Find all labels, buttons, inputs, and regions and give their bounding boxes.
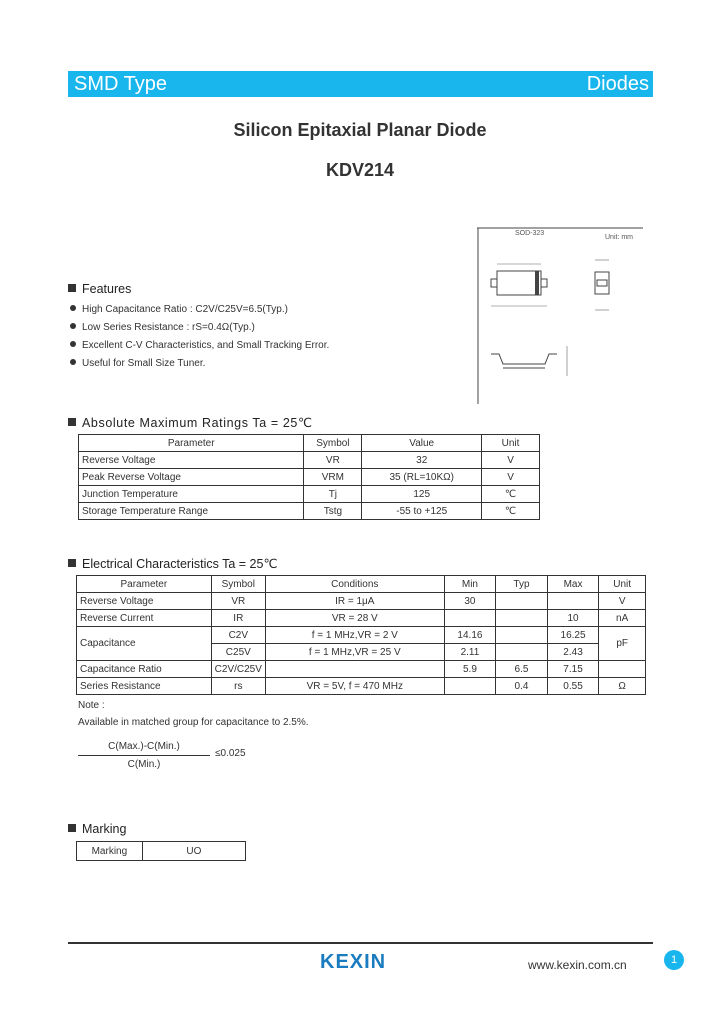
table-cell: nA [599, 610, 646, 627]
table-row [79, 486, 540, 503]
table-cell: 32 [362, 452, 482, 469]
table-cell: rs [211, 678, 265, 695]
table-header: Min [444, 576, 496, 593]
formula-numerator: C(Max.)-C(Min.) [108, 741, 180, 752]
table-cell: C2V [211, 627, 265, 644]
feature-text: Useful for Small Size Tuner. [82, 358, 206, 369]
table-header: Unit [482, 435, 540, 452]
table-cell [496, 610, 547, 627]
table-cell: Capacitance [77, 627, 212, 661]
elec-heading-text: Electrical Characteristics Ta = 25℃ [82, 557, 278, 571]
header-left: SMD Type [74, 73, 167, 95]
table-cell [496, 627, 547, 644]
table-cell: 35 (RL=10KΩ) [362, 469, 482, 486]
table-cell: IR = 1μA [265, 593, 444, 610]
kexin-logo: KEXIN [320, 951, 387, 973]
table-row [77, 593, 646, 610]
table-cell: VR = 5V, f = 470 MHz [265, 678, 444, 695]
table-cell: -55 to +125 [362, 503, 482, 520]
table-cell: 14.16 [444, 627, 496, 644]
table-header: Parameter [77, 576, 212, 593]
table-cell [496, 644, 547, 661]
feature-item [70, 304, 288, 315]
table-cell: Reverse Voltage [79, 452, 304, 469]
package-outline-icon [477, 226, 645, 406]
table-cell: 6.5 [496, 661, 547, 678]
abs-max-heading [68, 415, 313, 430]
features-heading [68, 282, 131, 296]
table-cell: Ω [599, 678, 646, 695]
table-header-row [79, 435, 540, 452]
table-cell [265, 661, 444, 678]
package-drawing [477, 226, 645, 406]
page-number: 1 [664, 950, 684, 970]
formula-denominator: C(Min.) [127, 759, 161, 770]
table-cell: 125 [362, 486, 482, 503]
note-label: Note : [78, 700, 105, 711]
marking-table [76, 841, 246, 861]
table-cell: Series Resistance [77, 678, 212, 695]
table-cell [599, 661, 646, 678]
table-cell: f = 1 MHz,VR = 25 V [265, 644, 444, 661]
table-cell: VRM [304, 469, 362, 486]
table-cell: V [482, 469, 540, 486]
note-text: Available in matched group for capacitance to 2.5%. [78, 717, 309, 728]
table-cell: VR = 28 V [265, 610, 444, 627]
formula-result: ≤0.025 [215, 748, 246, 759]
package-unit: Unit: mm [605, 234, 633, 241]
table-cell: Marking [77, 842, 143, 861]
table-cell: C2V/C25V [211, 661, 265, 678]
page-title: Silicon Epitaxial Planar Diode [233, 120, 487, 140]
table-cell: Tstg [304, 503, 362, 520]
table-header: Typ [496, 576, 547, 593]
table-cell: ℃ [482, 486, 540, 503]
table-cell: 30 [444, 593, 496, 610]
abs-max-heading-text: Absolute Maximum Ratings Ta = 25℃ [82, 416, 313, 430]
table-cell: V [482, 452, 540, 469]
table-row [77, 842, 246, 861]
table-cell: 0.4 [496, 678, 547, 695]
table-cell [444, 678, 496, 695]
features-heading-text: Features [82, 282, 132, 296]
table-cell: Reverse Current [77, 610, 212, 627]
table-cell [496, 593, 547, 610]
feature-item [70, 340, 329, 351]
elec-heading [68, 556, 277, 571]
table-cell: V [599, 593, 646, 610]
table-cell: C25V [211, 644, 265, 661]
table-header: Parameter [79, 435, 304, 452]
header-band [68, 71, 653, 97]
marking-heading-text: Marking [82, 822, 127, 836]
header-right: Diodes [586, 73, 649, 95]
table-cell: Tj [304, 486, 362, 503]
table-row [79, 469, 540, 486]
table-header: Symbol [304, 435, 362, 452]
abs-max-table [78, 434, 540, 520]
feature-item [70, 322, 255, 333]
table-cell: Junction Temperature [79, 486, 304, 503]
table-row [79, 452, 540, 469]
formula-divider [78, 755, 210, 756]
table-row [79, 503, 540, 520]
table-cell: pF [599, 627, 646, 661]
table-header: Conditions [265, 576, 444, 593]
table-header: Value [362, 435, 482, 452]
table-cell: Peak Reverse Voltage [79, 469, 304, 486]
table-row [77, 627, 646, 644]
package-name: SOD-323 [515, 230, 545, 237]
table-header: Symbol [211, 576, 265, 593]
elec-table [76, 575, 646, 695]
table-cell: 5.9 [444, 661, 496, 678]
footer-url[interactable]: www.kexin.com.cn [528, 958, 627, 972]
table-cell: VR [211, 593, 265, 610]
footer-divider [68, 942, 653, 944]
part-number: KDV214 [325, 160, 395, 180]
table-cell: 2.43 [547, 644, 599, 661]
table-cell: 0.55 [547, 678, 599, 695]
table-header: Unit [599, 576, 646, 593]
table-cell: VR [304, 452, 362, 469]
table-cell: Storage Temperature Range [79, 503, 304, 520]
table-row [77, 610, 646, 627]
table-cell: 2.11 [444, 644, 496, 661]
table-cell [547, 593, 599, 610]
feature-text: High Capacitance Ratio : C2V/C25V=6.5(Typ.) [82, 304, 288, 315]
feature-text: Excellent C-V Characteristics, and Small Tracking Error. [82, 340, 330, 351]
table-cell: Reverse Voltage [77, 593, 212, 610]
table-cell: f = 1 MHz,VR = 2 V [265, 627, 444, 644]
feature-item [70, 358, 205, 369]
table-cell [444, 610, 496, 627]
table-row [77, 661, 646, 678]
table-cell: 16.25 [547, 627, 599, 644]
table-row [77, 678, 646, 695]
table-cell: IR [211, 610, 265, 627]
table-cell: ℃ [482, 503, 540, 520]
table-header-row [77, 576, 646, 593]
table-cell: 10 [547, 610, 599, 627]
table-cell: UO [142, 842, 245, 861]
marking-heading [68, 822, 126, 836]
table-cell: Capacitance Ratio [77, 661, 212, 678]
table-cell: 7.15 [547, 661, 599, 678]
feature-text: Low Series Resistance : rS=0.4Ω(Typ.) [82, 322, 255, 333]
table-header: Max [547, 576, 599, 593]
